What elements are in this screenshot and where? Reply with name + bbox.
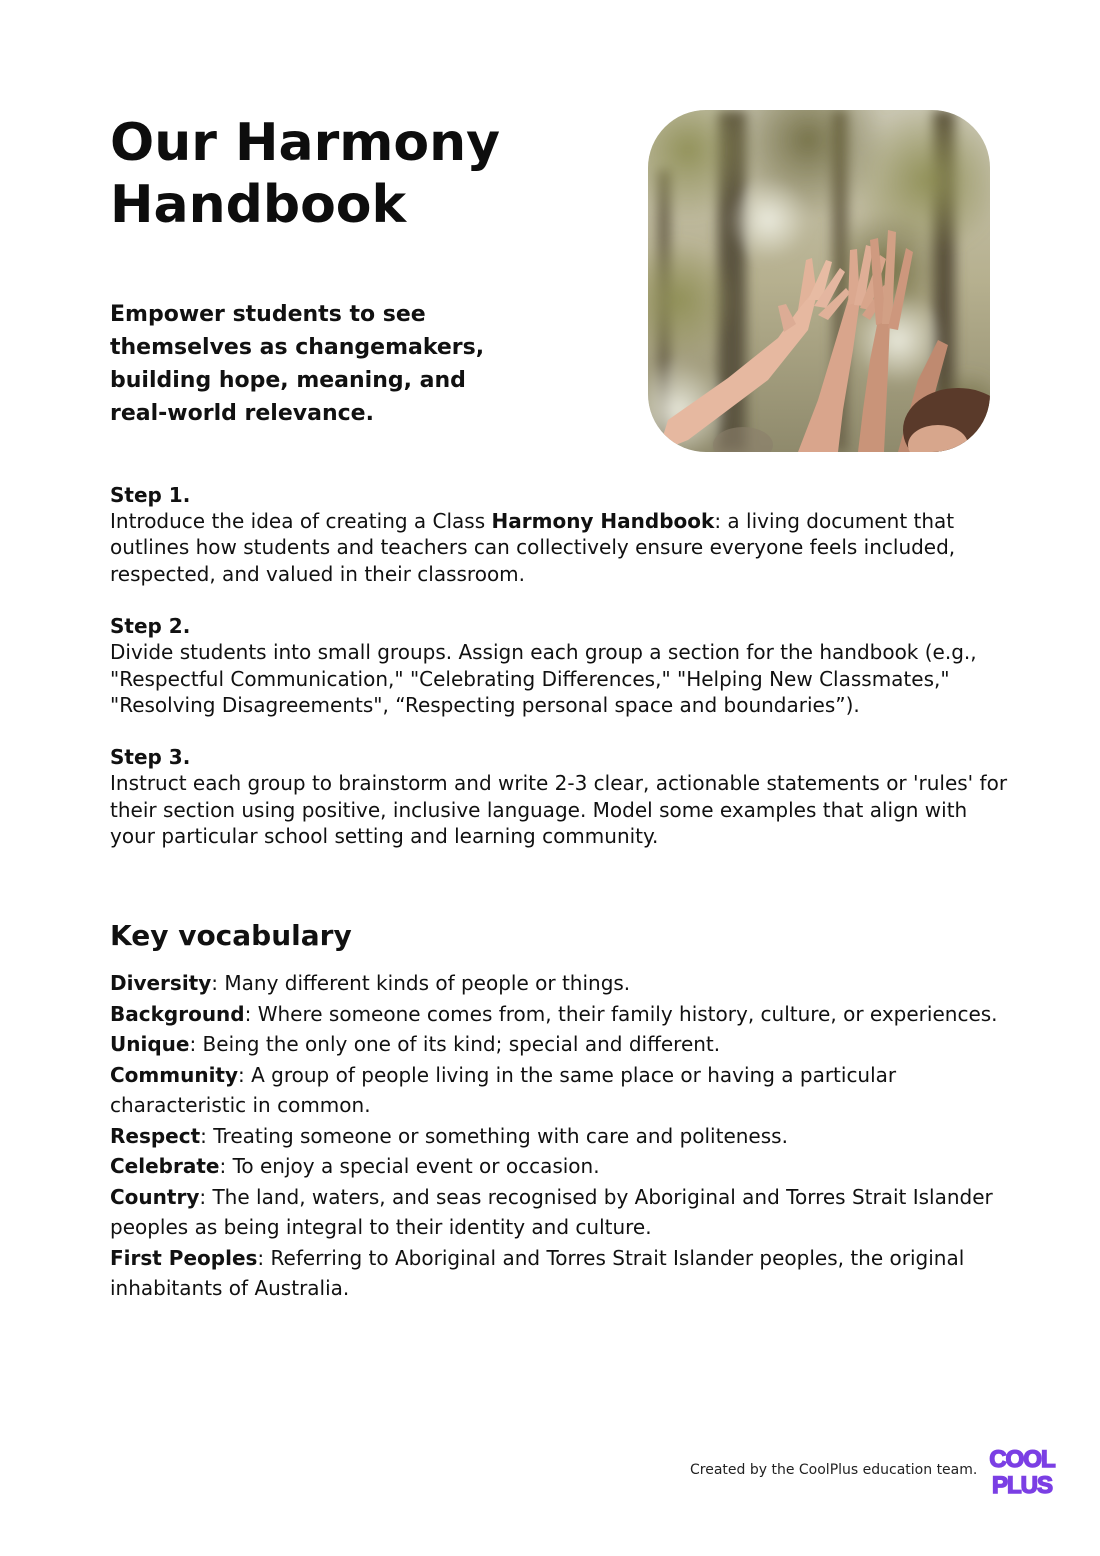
step-text-highlight: Harmony Handbook [491,509,715,533]
vocabulary-definition: : Referring to Aboriginal and Torres Strait Islander peoples, the original inhabitants of Australia. [110,1245,965,1300]
step-2 [110,613,1010,718]
coolplus-logo [984,1444,1060,1496]
logo-text-top: COOL [989,1446,1055,1473]
vocabulary-definition: : The land, waters, and seas recognised by Aboriginal and Torres Strait Islander peoples as being integral to their identity and culture. [110,1184,993,1239]
step-text: Instruct each group to brainstorm and write 2-3 clear, actionable statements or 'rules' for their section using positive, inclusive language. Model some examples that align with your particular school setting and learning community. [110,771,1008,849]
vocabulary-term: Background [110,1001,245,1026]
vocabulary-item [110,1182,1030,1243]
vocabulary-item [110,1243,1030,1304]
logo-text-bottom: PLUS [991,1472,1053,1496]
step-label: Step 2. [110,614,191,639]
vocabulary-list [110,968,1030,1304]
vocabulary-term: Respect [110,1123,201,1148]
steps-section [110,482,1010,876]
vocabulary-term: First Peoples [110,1245,258,1270]
step-1 [110,482,1010,587]
vocabulary-definition: : To enjoy a special event or occasion. [219,1154,600,1178]
vocabulary-term: Diversity [110,971,212,995]
step-text-part: Introduce the idea of creating a Class [110,509,492,533]
vocabulary-term: Celebrate [110,1154,220,1178]
vocabulary-term: Unique [110,1032,190,1056]
vocabulary-term: Country [110,1184,200,1209]
vocabulary-definition: : Many different kinds of people or things. [211,971,631,995]
step-label: Step 1. [110,483,191,507]
vocabulary-definition: : Being the only one of its kind; special and different. [189,1032,721,1056]
vocabulary-definition: : A group of people living in the same place or having a particular characteristic in common. [110,1062,897,1117]
step-text: Divide students into small groups. Assign each group a section for the handbook (e.g., "Respectful Communication," "Celebrating Differences," "Helping New Classmates," "Resolving Disagreements", “Respecting personal space and boundaries”). [110,640,977,718]
vocabulary-definition: : Where someone comes from, their family history, culture, or experiences. [244,1001,998,1026]
step-3 [110,744,1010,849]
hero-photo [648,110,990,452]
vocabulary-item [110,968,1030,999]
step-text-part: : a living document that outlines how students and teachers can collectively ensure everyone feels included, respected, and valued in their classroom. [110,509,956,586]
step-label: Step 3. [110,745,191,770]
page-title: Our Harmony Handbook [110,113,501,235]
subtitle: Empower students to see themselves as changemakers, building hope, meaning, and real-world relevance. [110,302,485,426]
footer-credit: Created by the CoolPlus education team. [690,1462,978,1478]
vocabulary-term: Community [110,1062,239,1087]
step-text [110,508,1010,587]
vocabulary-item [110,999,1030,1030]
vocabulary-item [110,1121,1030,1152]
vocabulary-item [110,1029,1030,1060]
vocabulary-item [110,1151,1030,1182]
vocabulary-heading: Key vocabulary [110,919,352,952]
vocabulary-definition: : Treating someone or something with care and politeness. [200,1123,788,1148]
hands-photo-illustration [648,110,990,452]
coolplus-logo-icon [984,1444,1060,1496]
vocabulary-item [110,1060,1030,1121]
